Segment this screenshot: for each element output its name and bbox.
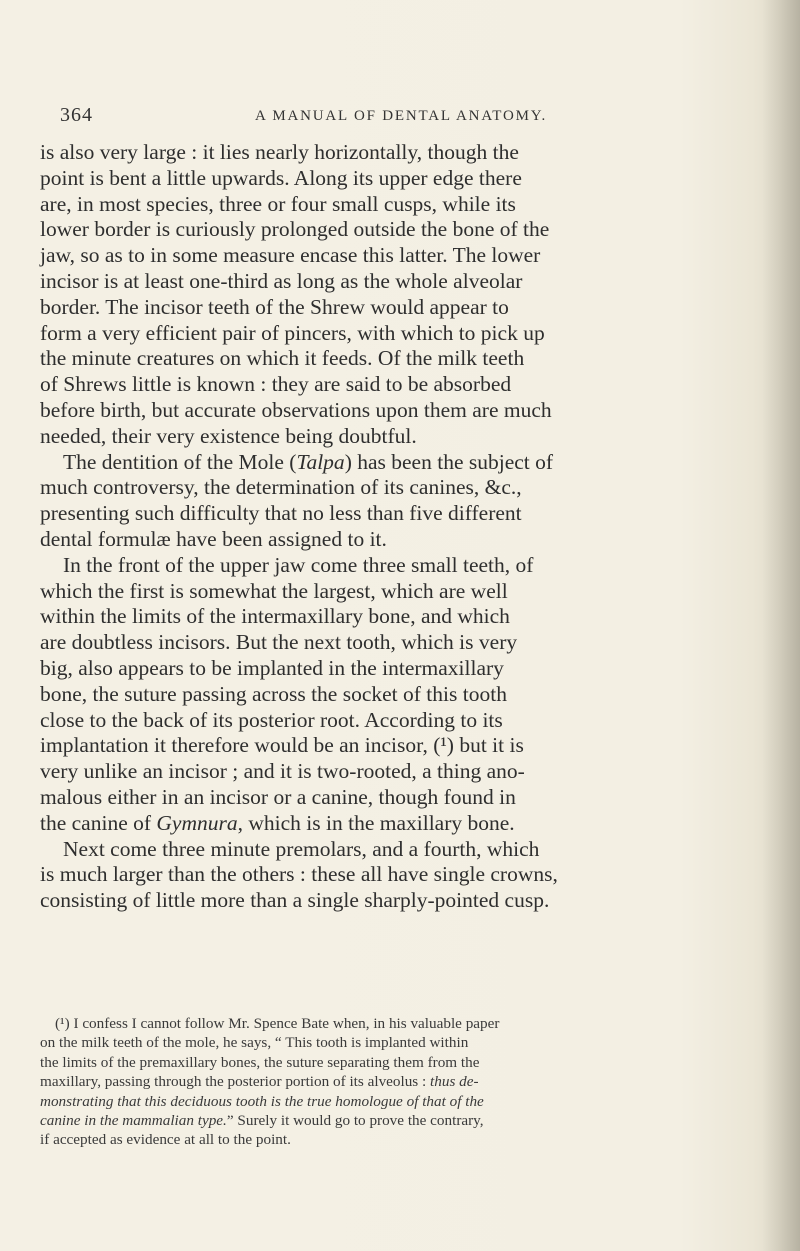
body-line: presenting such difficulty that no less than five different: [40, 501, 522, 526]
page-header: [60, 104, 720, 130]
body-line: [40, 450, 762, 476]
body-line: bone, the suture passing across the socket of this tooth: [40, 681, 507, 706]
footnote-line: if accepted as evidence at all to the point.: [40, 1131, 291, 1149]
body-line: are, in most species, three or four small cusps, while its: [40, 191, 516, 216]
body-line: [40, 811, 762, 837]
page-number: 364: [60, 104, 93, 126]
body-line: the minute creatures on which it feeds. Of the milk teeth: [40, 346, 525, 371]
body-line: lower border is curiously prolonged outside the bone of the: [40, 217, 550, 242]
running-title: A MANUAL OF DENTAL ANATOMY.: [255, 108, 547, 124]
body-line: Next come three minute premolars, and a fourth, which: [63, 836, 540, 861]
body-line: very unlike an incisor ; and it is two-rooted, a thing ano-: [40, 759, 525, 784]
italic-term-talpa: Talpa: [296, 449, 345, 474]
body-text-run: the canine of: [40, 810, 157, 835]
footnote-line: (¹) I confess I cannot follow Mr. Spence Bate when, in his valuable paper: [55, 1015, 500, 1032]
body-line: within the limits of the intermaxillary bone, and which: [40, 604, 510, 629]
body-line: needed, their very existence being doubtful.: [40, 423, 417, 448]
body-line: are doubtless incisors. But the next tooth, which is very: [40, 630, 518, 655]
body-line: is much larger than the others : these all have single crowns,: [40, 862, 558, 887]
body-text-run: ) has been the subject of: [344, 449, 554, 474]
body-line: dental formulæ have been assigned to it.: [40, 526, 387, 551]
footnote-line: the limits of the premaxillary bones, the suture separating them from the: [40, 1053, 480, 1071]
footnote-line: [40, 1092, 762, 1111]
body-line: point is bent a little upwards. Along its upper edge there: [40, 165, 522, 190]
body-line: before birth, but accurate observations upon them are much: [40, 397, 552, 422]
body-line: big, also appears to be implanted in the intermaxillary: [40, 655, 504, 680]
body-line: implantation it therefore would be an incisor, (¹) but it is: [40, 733, 524, 758]
body-line: is also very large : it lies nearly horizontally, though the: [40, 140, 519, 164]
page-edge-shadow: [762, 0, 800, 1251]
footnote-italic-run: thus de-: [430, 1073, 479, 1091]
body-line: which the first is somewhat the largest, which are well: [40, 578, 508, 603]
footnote-italic-run: monstrating that this deciduous tooth is the true homologue of that of the: [40, 1092, 484, 1110]
body-line: jaw, so as to in some measure encase this latter. The lower: [40, 243, 541, 268]
italic-term-gymnura: Gymnura: [156, 810, 238, 835]
body-line: close to the back of its posterior root. According to its: [40, 707, 503, 732]
footnote: [40, 1014, 762, 1150]
footnote-text-run: ” Surely it would go to prove the contrary,: [226, 1111, 484, 1129]
body-line: consisting of little more than a single sharply-pointed cusp.: [40, 888, 550, 913]
footnote-line: [40, 1072, 762, 1091]
body-line: border. The incisor teeth of the Shrew would appear to: [40, 294, 509, 319]
body-line: of Shrews little is known : they are said to be absorbed: [40, 372, 512, 397]
body-line: In the front of the upper jaw come three small teeth, of: [63, 552, 534, 577]
footnote-line: on the milk teeth of the mole, he says, “ This tooth is implanted within: [40, 1034, 469, 1052]
body-line: form a very efficient pair of pincers, with which to pick up: [40, 320, 545, 345]
footnote-line: [40, 1111, 762, 1130]
body-text: [40, 140, 762, 914]
body-line: much controversy, the determination of its canines, &c.,: [40, 475, 522, 500]
body-line: incisor is at least one-third as long as the whole alveolar: [40, 268, 523, 293]
body-line: malous either in an incisor or a canine, though found in: [40, 784, 516, 809]
footnote-italic-run: canine in the mammalian type.: [40, 1111, 227, 1129]
footnote-text-run: maxillary, passing through the posterior portion of its alveolus :: [40, 1073, 431, 1091]
body-text-run: The dentition of the Mole (: [63, 449, 297, 474]
body-text-run: , which is in the maxillary bone.: [237, 810, 515, 835]
